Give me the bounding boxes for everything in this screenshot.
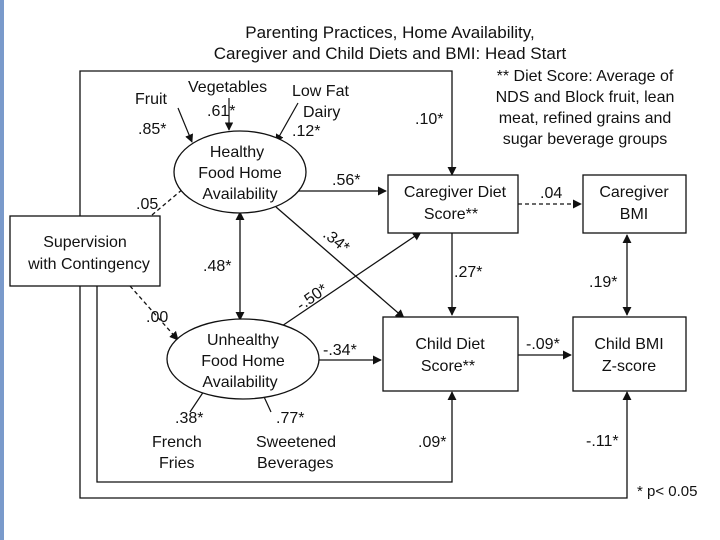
coef-healthy-cgdiet: .56* — [332, 172, 361, 189]
childdiet-line-1: Child Diet — [415, 336, 485, 353]
note-line-2: NDS and Block fruit, lean — [495, 89, 675, 106]
node-caregiver-bmi — [583, 175, 686, 233]
coef-cgdiet-childdiet: .27* — [454, 264, 483, 281]
coef-healthy-unhealthy: .48* — [203, 258, 232, 275]
note-line-4: sugar beverage groups — [502, 131, 668, 148]
cgdiet-line-1: Caregiver Diet — [403, 184, 507, 201]
node-child-diet — [383, 317, 518, 391]
indicator-sweetened-line-2: Beverages — [257, 455, 334, 472]
coef-dairy: .12* — [292, 123, 321, 140]
cgbmi-line-2: BMI — [619, 206, 649, 223]
note-line-3: meat, refined grains and — [498, 110, 672, 127]
coef-cgbmi-childbmi: .19* — [589, 274, 618, 291]
supervision-line-2: with Contingency — [28, 256, 150, 273]
significance-footnote: * p< 0.05 — [637, 483, 698, 500]
unhealthy-line-3: Availability — [202, 374, 278, 391]
indicator-lowfat-line-1: Low Fat — [292, 83, 349, 100]
indicator-fruit: Fruit — [135, 91, 167, 108]
childdiet-line-2: Score** — [420, 358, 476, 375]
cgdiet-line-2: Score** — [423, 206, 479, 223]
note-line-1: ** Diet Score: Average of — [496, 68, 674, 85]
indicator-lowfat-line-2: Dairy — [303, 104, 341, 121]
path-fruit — [178, 108, 192, 142]
title-line-1: Parenting Practices, Home Availability, — [245, 23, 535, 42]
coef-fruit: .85* — [138, 121, 167, 138]
indicator-sweetened-line-1: Sweetened — [256, 434, 337, 451]
healthy-line-1: Healthy — [209, 144, 265, 161]
coef-sup-healthy: .05 — [136, 196, 159, 213]
node-supervision — [10, 216, 160, 286]
coef-cgdiet-cgbmi: .04 — [540, 185, 563, 202]
coef-sup-childbmi: -.11* — [586, 433, 619, 450]
supervision-line-1: Supervision — [43, 234, 127, 251]
coef-unhealthy-cgdiet: -.50* — [293, 280, 331, 315]
unhealthy-line-1: Unhealthy — [206, 332, 280, 349]
node-unhealthy-availability — [167, 319, 319, 399]
node-caregiver-diet — [388, 175, 518, 233]
coef-childdiet-childbmi: -.09* — [526, 336, 560, 353]
coef-sweetened: .77* — [276, 410, 305, 427]
node-healthy-availability — [174, 131, 306, 213]
coef-sup-childdiet: .09* — [418, 434, 447, 451]
indicator-fries-line-2: Fries — [159, 455, 195, 472]
cgbmi-line-1: Caregiver — [599, 184, 669, 201]
childbmi-line-1: Child BMI — [594, 336, 664, 353]
coef-unhealthy-childdiet: -.34* — [323, 342, 357, 359]
coef-vegetables: .61* — [207, 103, 236, 120]
healthy-line-3: Availability — [202, 186, 278, 203]
healthy-line-2: Food Home — [198, 165, 282, 182]
title-line-2: Caregiver and Child Diets and BMI: Head Start — [213, 44, 567, 63]
coef-sup-cgdiet: .10* — [415, 111, 444, 128]
indicator-vegetables: Vegetables — [188, 79, 268, 96]
node-child-bmi — [573, 317, 686, 391]
coef-french-fries: .38* — [175, 410, 204, 427]
unhealthy-line-2: Food Home — [201, 353, 285, 370]
diet-score-note — [496, 68, 675, 148]
indicator-fries-line-1: French — [152, 434, 202, 451]
childbmi-line-2: Z-score — [601, 358, 657, 375]
coef-sup-unhealthy: .00 — [146, 309, 169, 326]
coef-healthy-childdiet: .34* — [319, 225, 353, 257]
